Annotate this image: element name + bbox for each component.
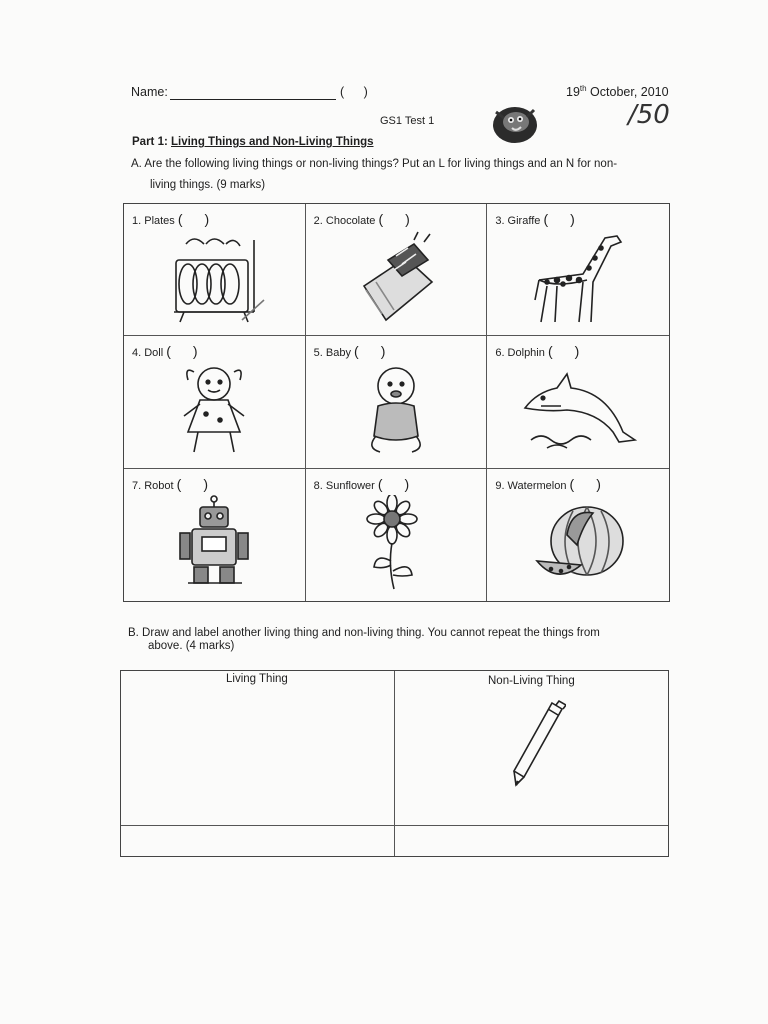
column-divider — [394, 671, 395, 856]
living-thing-heading: Living Thing — [226, 673, 288, 685]
answer-paren[interactable]: ( ) — [166, 343, 198, 360]
grid-cell-chocolate — [306, 204, 488, 336]
school-logo-icon — [490, 100, 540, 146]
item-label-1 — [132, 211, 209, 227]
question-b-line-2: above. (4 marks) — [148, 640, 235, 652]
item-name: 5. Baby — [313, 347, 351, 360]
grid-cell-robot — [124, 469, 306, 601]
question-a-line-1: A. Are the following living things or non-living things? Put an L for living things and an N for non- — [131, 158, 618, 170]
doll-icon — [154, 362, 274, 458]
item-name: 7. Robot — [132, 479, 174, 492]
name-blank-line[interactable] — [170, 99, 336, 100]
item-label-8 — [314, 476, 410, 492]
item-label-7 — [132, 476, 208, 492]
dolphin-icon — [517, 362, 637, 458]
non-living-thing-heading: Non-Living Thing — [488, 675, 575, 687]
part-prefix: Part 1: — [132, 136, 171, 148]
item-label-9 — [495, 476, 601, 492]
watermelon-icon — [517, 495, 637, 591]
grid-cell-dolphin — [487, 336, 669, 468]
item-label-3 — [495, 211, 574, 227]
part-title — [132, 136, 374, 148]
class-number-paren: ( ) — [340, 85, 376, 99]
grid-cell-plates — [124, 204, 306, 336]
plates-rack-icon — [154, 230, 274, 326]
pencil-icon — [506, 699, 566, 787]
item-label-6 — [495, 343, 579, 359]
label-row-divider — [121, 825, 668, 826]
date-day: 19 — [566, 85, 580, 100]
test-date — [566, 84, 669, 99]
item-label-4 — [132, 343, 198, 359]
answer-paren[interactable]: ( ) — [569, 475, 601, 492]
item-name: 4. Doll — [132, 347, 164, 360]
chocolate-bar-icon — [336, 230, 456, 326]
giraffe-icon — [517, 230, 637, 326]
grid-cell-doll — [124, 336, 306, 468]
living-nonliving-grid — [123, 203, 670, 602]
sunflower-icon — [336, 495, 456, 591]
grid-cell-giraffe — [487, 204, 669, 336]
answer-paren[interactable]: ( ) — [377, 475, 410, 492]
grid-cell-sunflower — [306, 469, 488, 601]
grid-cell-watermelon — [487, 469, 669, 601]
question-a-line-2: living things. (9 marks) — [150, 179, 266, 191]
item-name: 2. Chocolate — [313, 215, 376, 227]
item-label-5 — [314, 343, 386, 359]
date-month-year: October, 2010 — [586, 85, 669, 100]
item-name: 9. Watermelon — [495, 479, 567, 492]
robot-icon — [154, 495, 274, 591]
item-name: 8. Sunflower — [313, 479, 375, 492]
answer-paren[interactable]: ( ) — [378, 211, 410, 227]
part-topic: Living Things and Non-Living Things — [171, 136, 374, 148]
drawing-table — [120, 670, 669, 857]
date-suffix: th — [579, 84, 587, 93]
answer-paren[interactable]: ( ) — [543, 211, 575, 227]
item-name: 6. Dolphin — [495, 347, 545, 360]
test-title: GS1 Test 1 — [380, 115, 435, 127]
answer-paren[interactable]: ( ) — [547, 343, 580, 360]
answer-paren[interactable]: ( ) — [176, 475, 208, 492]
baby-icon — [336, 362, 456, 458]
answer-paren[interactable]: ( ) — [177, 211, 210, 227]
name-label: Name: — [131, 85, 168, 99]
grid-cell-baby — [306, 336, 488, 468]
score-total: /50 — [628, 100, 670, 130]
item-name: 1. Plates — [132, 215, 175, 227]
item-label-2 — [314, 211, 410, 227]
answer-paren[interactable]: ( ) — [354, 343, 386, 360]
item-name: 3. Giraffe — [495, 215, 541, 227]
question-b-line-1: B. Draw and label another living thing and non-living thing. You cannot repeat the things from — [128, 627, 600, 639]
